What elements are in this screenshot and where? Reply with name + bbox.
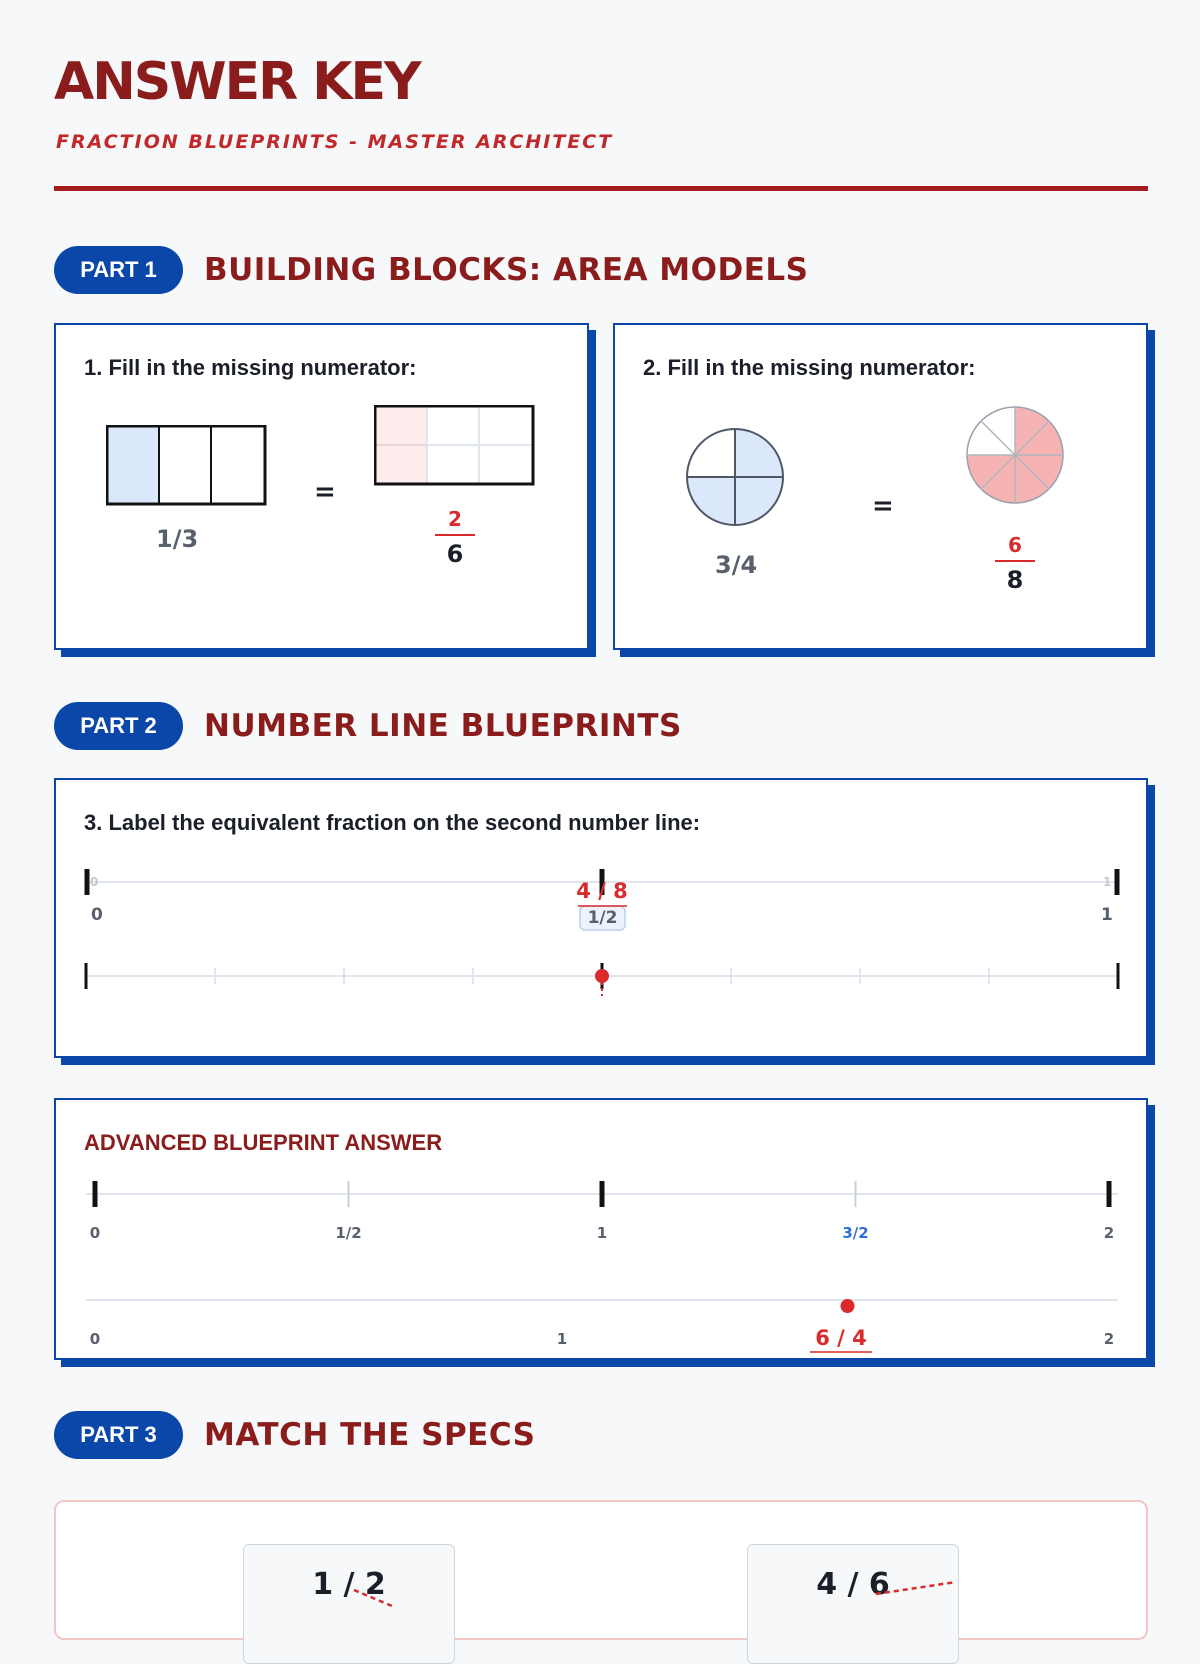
advanced-label: ADVANCED BLUEPRINT ANSWER	[84, 1130, 443, 1155]
shaded-third	[107, 426, 159, 504]
answer-fraction	[985, 533, 1045, 594]
adv-marked-point	[841, 1299, 855, 1313]
faint-one-label: 1	[1103, 875, 1112, 889]
match-tile-right-label: 4 / 6	[816, 1567, 890, 1602]
adv-tick-label: 0	[89, 1224, 101, 1242]
given-fraction-label: 1/3	[156, 525, 199, 553]
adv-bottom-ticks	[90, 1299, 1114, 1348]
question-1-card	[54, 323, 589, 650]
circle-model-eighths	[965, 405, 1065, 505]
page-title: ANSWER KEY	[54, 52, 420, 112]
title-divider	[54, 186, 1148, 191]
label-zero: 0	[91, 905, 103, 925]
advanced-card	[54, 1098, 1148, 1360]
label-one: 1	[1101, 905, 1113, 925]
part-1-badge: PART 1	[54, 246, 183, 294]
number-line-bottom	[86, 963, 1118, 996]
adv-bottom-label: 2	[1103, 1330, 1115, 1348]
fraction-bar	[435, 534, 475, 536]
answer-denominator: 8	[1006, 566, 1024, 594]
answer-denominator: 6	[446, 540, 464, 568]
given-fraction-label: 3/4	[715, 551, 758, 579]
area-model-sixths	[374, 405, 536, 487]
match-connector-line	[876, 1582, 956, 1594]
answer-label: 4 / 8	[576, 879, 628, 903]
adv-tick-label: 3/2	[842, 1224, 869, 1242]
label-half: 1/2	[587, 908, 618, 928]
question-2-prompt: 2. Fill in the missing numerator:	[643, 355, 976, 380]
adv-bottom-label: 0	[89, 1330, 101, 1348]
match-tile-left-label: 1 / 2	[312, 1567, 386, 1602]
match-connectors	[56, 1502, 1146, 1638]
adv-answer-label: 6 / 4	[815, 1326, 867, 1350]
part-3-badge: PART 3	[54, 1411, 183, 1459]
equals-sign: =	[872, 491, 894, 521]
part-3-heading: MATCH THE SPECS	[204, 1417, 536, 1453]
answer-numerator: 6	[1008, 533, 1022, 557]
adv-top-ticks	[90, 1181, 1114, 1242]
question-1-prompt: 1. Fill in the missing numerator:	[84, 355, 417, 380]
part-2-heading: NUMBER LINE BLUEPRINTS	[204, 708, 682, 744]
circle-model-quarters	[683, 425, 787, 529]
area-model-thirds	[106, 425, 268, 507]
part-1-heading: BUILDING BLOCKS: AREA MODELS	[204, 252, 809, 288]
adv-tick-label: 2	[1103, 1224, 1115, 1242]
match-card	[54, 1500, 1148, 1640]
part-2-badge: PART 2	[54, 702, 183, 750]
marked-point	[595, 969, 609, 983]
faint-zero-label: 0	[90, 875, 99, 889]
question-2-card	[613, 323, 1148, 650]
adv-bottom-label: 1	[556, 1330, 568, 1348]
question-3-prompt: 3. Label the equivalent fraction on the second number line:	[84, 810, 701, 835]
adv-tick-label: 1	[596, 1224, 608, 1242]
number-line-diagram	[56, 780, 1146, 1056]
equals-sign: =	[314, 477, 336, 507]
adv-tick-label: 1/2	[335, 1224, 362, 1242]
fraction-bar	[995, 560, 1035, 562]
question-3-card	[54, 778, 1148, 1058]
advanced-number-lines	[56, 1100, 1146, 1358]
answer-fraction	[425, 507, 485, 568]
answer-numerator: 2	[448, 507, 462, 531]
page-subtitle: FRACTION BLUEPRINTS - MASTER ARCHITECT	[56, 131, 614, 153]
match-connector-line	[354, 1590, 392, 1606]
